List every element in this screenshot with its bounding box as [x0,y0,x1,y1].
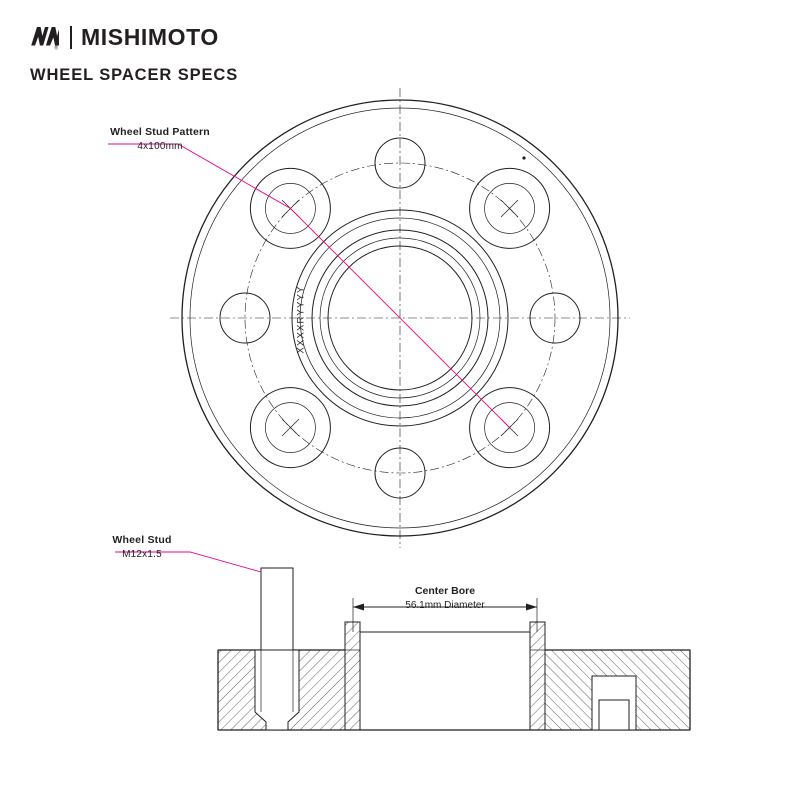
callout-value: M12x1.5 [122,549,162,560]
cross-section-view [115,552,690,730]
callout-title: Wheel Stud Pattern [110,126,210,138]
callout-wheel-stud [62,534,222,560]
callout-value: 4x100mm [137,141,183,152]
callout-title: Wheel Stud [112,534,172,546]
front-face-view [108,88,630,548]
dimension-title: Center Bore [414,585,476,597]
dimension-center-bore [345,585,545,611]
part-marking-text: XXXXRYYYY [295,285,307,354]
brand-name: MISHIMOTO [81,23,219,50]
page-title: WHEEL SPACER SPECS [30,66,239,84]
callout-wheel-stud-pattern [60,126,260,152]
svg-text:®: ® [54,45,59,50]
dimension-value: 56.1mm Diameter [405,600,485,611]
